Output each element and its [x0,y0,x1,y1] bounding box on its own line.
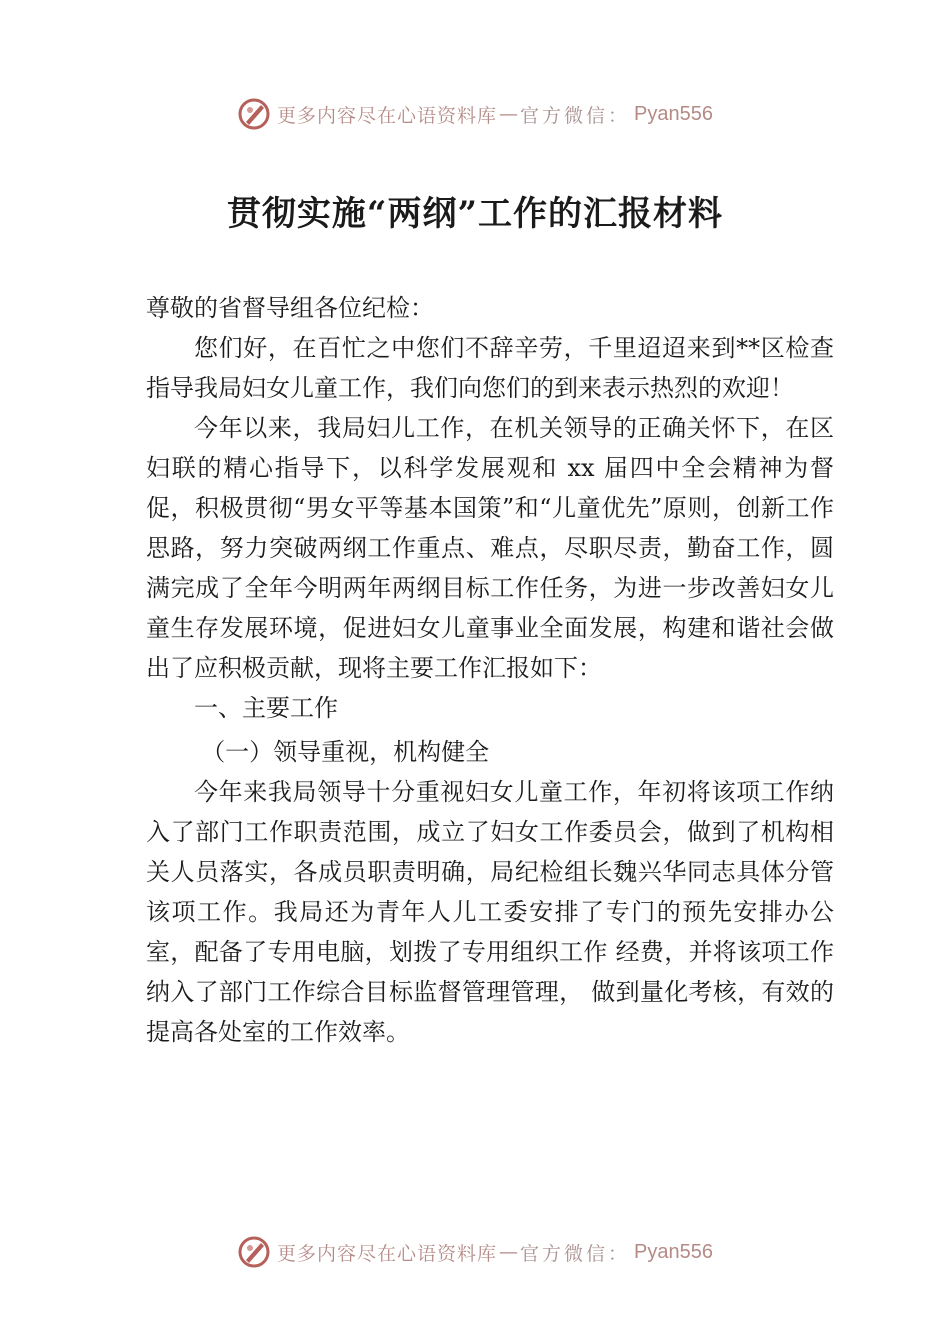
paragraph: 今年以来，我局妇儿工作，在机关领导的正确关怀下，在区妇联的精心指导下，以科学发展观和 xx 届四中全会精神为督促，积极贯彻“男女平等基本国策”和“儿童优先”原则，创新工作思路，努力突破两纲工作重点、难点，尽职尽责，勤奋工作，圆满完成了全年今明两年两纲目标工作任务，为进一步改善妇女儿童生存发展环境，促进妇女儿童事业全面发展，构建和谐社会做出了应积极贡献，现将主要工作汇报如下： [146,414,834,682]
watermark-separator: — [499,103,519,125]
watermark-wechat-id: Pyan556 [634,102,713,125]
watermark-wechat-label: 官方微信： [520,104,631,127]
header-watermark-banner [0,94,950,134]
pen-seal-icon [237,97,271,131]
watermark-separator: — [499,1241,519,1263]
paragraph: 今年来我局领导十分重视妇女儿童工作，年初将该项工作纳入了部门工作职责范围，成立了妇女工作委员会，做到了机构相关人员落实，各成员职责明确，局纪检组长魏兴华同志具体分管该项工作。我局还为青年人儿工委安排了专门的预先安排办公室，配备了专用电脑，划拨了专用组织工作 经费，并将该项工作纳入了部门工作综合目标监督管理管理， 做到量化考核，有效的提高各处室的工作效率。 [146,778,834,1046]
subsection-heading: （一）领导重视，机构健全 [201,738,490,766]
document-title: 贯彻实施“两纲”工作的汇报材料 [226,194,724,234]
document-body [146,288,834,1052]
watermark-text: 更多内容尽在心语资料库 [277,104,498,127]
watermark-text: 更多内容尽在心语资料库 [277,1242,498,1265]
pen-seal-icon [237,1235,271,1269]
paragraph: 您们好，在百忙之中您们不辞辛劳，千里迢迢来到**区检查指导我局妇女儿童工作，我们向您们的到来表示热烈的欢迎！ [146,334,834,402]
watermark-wechat-label: 官方微信： [520,1242,631,1265]
watermark-wechat-id: Pyan556 [634,1240,713,1263]
footer-watermark-banner [0,1232,950,1272]
salutation: 尊敬的省督导组各位纪检： [146,294,434,322]
section-heading: 一、主要工作 [194,694,338,722]
